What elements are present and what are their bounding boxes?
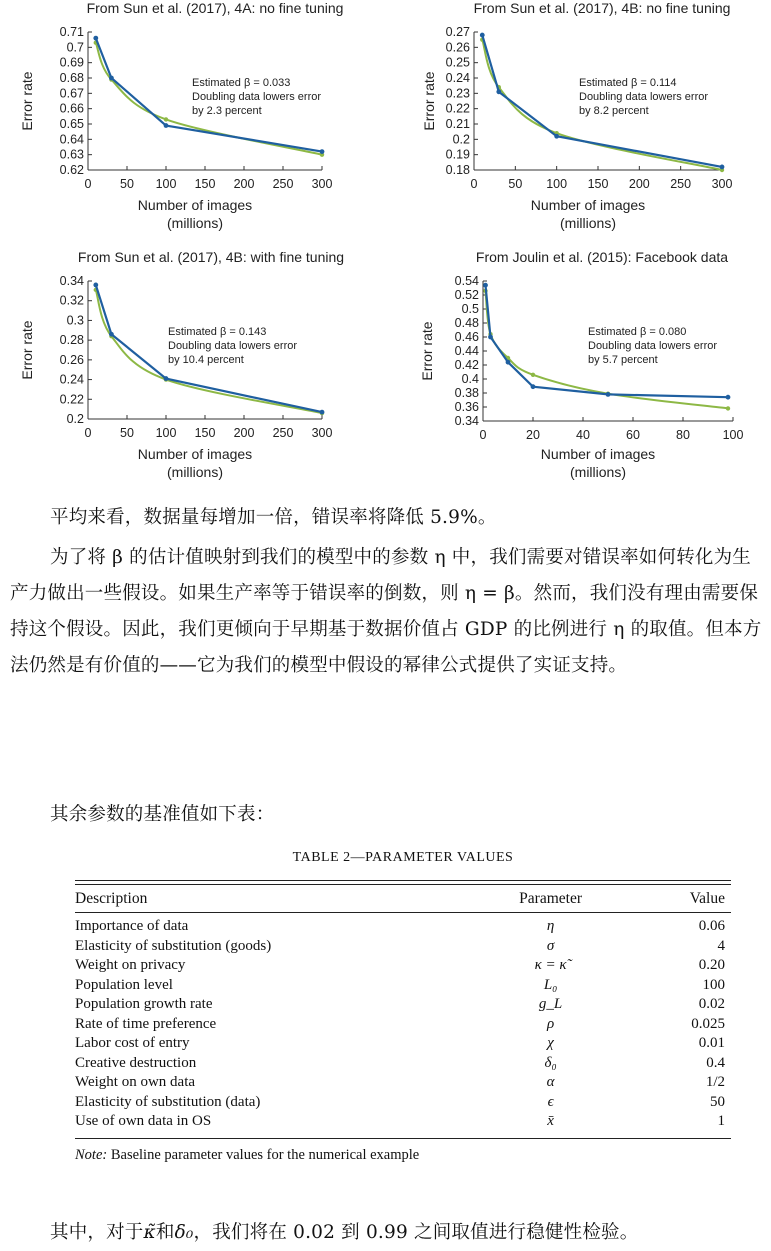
x-axis-unit-label: (millions) [167,215,223,231]
cell-description: Creative destruction [75,1054,197,1071]
estimate-annotation: Doubling data lowers error [579,91,709,103]
data-point [554,134,559,139]
estimate-annotation: Doubling data lowers error [588,340,718,352]
x-tick-label: 0 [84,426,92,440]
chart-svg [386,245,771,490]
y-tick-label: 0.7 [66,40,84,55]
cell-value: 0.01 [698,1035,725,1051]
table-row [75,1015,731,1035]
chart-svg [0,245,385,490]
x-axis-label: Number of images [137,197,253,213]
cell-description: Population level [75,976,173,993]
chart-joulin-facebook [386,245,771,490]
table-row [75,976,731,996]
y-tick-label: 0.32 [59,293,84,308]
y-tick-label: 0.66 [59,101,84,116]
y-tick-label: 0.21 [445,117,470,131]
paragraph-summary: 平均来看，数据量每增加一倍，错误率将降低 5.9%。 [50,507,497,528]
y-tick-label: 0.36 [454,400,479,414]
table-row [75,1054,731,1074]
x-tick-label: 250 [272,426,294,440]
cell-parameter: g_L [538,996,563,1012]
y-tick-label: 0.2 [66,412,84,426]
x-tick-label: 100 [155,177,177,191]
table-title: TABLE 2—PARAMETER VALUES [292,850,514,865]
x-tick-label: 200 [233,177,255,191]
chart-svg [0,0,385,240]
y-tick-label: 0.34 [59,274,84,288]
cell-description: Rate of time preference [75,1015,217,1032]
cell-parameter: L₀ [543,976,558,993]
symbol-delta-zero: δ₀ [174,1222,194,1243]
y-tick-label: 0.69 [59,55,84,70]
cell-value: 4 [717,937,725,954]
x-tick-label: 100 [155,426,177,440]
x-tick-label: 150 [194,177,216,191]
y-tick-label: 0.23 [445,86,470,101]
y-tick-label: 0.54 [454,274,479,288]
cell-parameter: ϵ [547,1093,554,1110]
cell-description: Elasticity of substitution (goods) [75,937,272,954]
x-axis-unit-label: (millions) [570,464,626,480]
cell-value: 1 [633,1112,731,1138]
cell-value: 100 [702,976,725,993]
y-tick-label: 0.3 [66,313,84,328]
y-tick-label: 0.18 [445,163,470,177]
x-tick-label: 40 [576,428,590,442]
data-point [496,89,501,94]
y-tick-label: 0.42 [454,358,479,372]
cell-description: Labor cost of entry [75,1035,190,1051]
data-point [531,384,536,389]
x-axis-unit-label: (millions) [167,464,223,480]
cell-parameter: κ = κ̃ [534,957,567,973]
fit-point [531,373,535,377]
x-tick-label: 100 [546,177,568,191]
estimate-annotation: Estimated β = 0.033 [192,77,291,89]
x-tick-label: 250 [670,177,692,191]
cell-description: Importance of data [75,918,189,934]
chart-sun-4b-no-fine-tuning [386,0,771,240]
x-axis-label: Number of images [540,446,656,462]
data-point [483,283,488,288]
x-axis-unit-label: (millions) [560,215,616,231]
x-tick-label: 50 [120,177,134,191]
note-label: Note: [75,1146,108,1163]
estimate-annotation: Estimated β = 0.143 [168,326,267,338]
table-row [75,1034,731,1054]
cell-parameter: ρ [546,1015,555,1032]
chart-sun-4a [0,0,385,240]
data-point [480,33,485,38]
data-point [109,332,114,337]
cell-description: Weight on own data [75,1074,196,1090]
x-tick-label: 80 [676,428,690,442]
cell-value: 0.025 [691,1015,725,1032]
parameter-values-table [75,885,731,1139]
y-tick-label: 0.68 [59,71,84,85]
y-tick-label: 0.65 [59,117,84,131]
data-point [320,149,325,154]
y-tick-label: 0.19 [445,147,470,162]
y-tick-label: 0.26 [445,40,470,55]
y-axis-label: Error rate [419,321,435,381]
chart-title: From Sun et al. (2017), 4B: with fine tuning [77,249,345,265]
x-tick-label: 0 [470,177,478,191]
x-tick-label: 200 [628,177,650,191]
robustness-prefix: 其中，对于 [50,1222,144,1243]
paragraph-mapping: 为了将 β 的估计值映射到我们的模型中的参数 η 中，我们需要对错误率如何转化为生产力做出一些假设。如果生产率等于错误率的倒数，则 η = β。然而，我们没有理由需要保持这个假设。因此，我们更倾向于早期基于数据价值占 GDP 的比例进行 η 的取值。但本方法仍然是有价值的——它为我们的模型中假设的幂律公式提供了实证支持。 [10,547,762,676]
y-tick-label: 0.38 [454,386,479,400]
x-tick-label: 150 [587,177,609,191]
table-row [75,1112,731,1138]
paragraph-table-intro: 其余参数的基准值如下表： [50,804,275,825]
parameter-table [75,850,731,1164]
table-row [75,995,731,1015]
y-tick-label: 0.71 [59,25,84,39]
y-tick-label: 0.28 [59,333,84,348]
chart-title: From Sun et al. (2017), 4A: no fine tuning [86,0,344,16]
y-tick-label: 0.4 [461,372,479,386]
y-tick-label: 0.67 [59,86,84,101]
cell-description: Weight on privacy [75,957,186,973]
y-tick-label: 0.5 [461,302,479,316]
x-tick-label: 300 [711,177,733,191]
cell-description: Use of own data in OS [75,1112,469,1138]
y-tick-label: 0.25 [445,55,470,70]
fit-point [164,117,168,121]
y-tick-label: 0.2 [452,132,470,147]
header-description: Description [75,885,469,913]
x-axis-label: Number of images [530,197,646,213]
cell-value: 0.02 [698,996,725,1012]
y-tick-label: 0.63 [59,147,84,162]
symbol-kappa-tilde: κ̃ [143,1222,156,1243]
x-tick-label: 0 [479,428,487,442]
x-tick-label: 50 [120,426,134,440]
estimate-annotation: Estimated β = 0.080 [588,326,687,338]
cell-value: 1/2 [705,1074,725,1090]
data-point [109,76,114,81]
chart-title: From Joulin et al. (2015): Facebook data [475,249,729,265]
header-value: Value [633,885,731,913]
estimate-annotation: Doubling data lowers error [192,91,322,103]
chart-sun-4b-with-fine-tuning [0,245,385,490]
y-axis-label: Error rate [421,71,437,131]
table-row [75,913,731,937]
y-tick-label: 0.26 [59,352,84,367]
x-tick-label: 300 [311,426,333,440]
fit-point [726,406,730,410]
robustness-suffix: ，我们将在 0.02 到 0.99 之间取值进行稳健性检验。 [193,1222,639,1243]
cell-value: 0.20 [698,957,725,973]
cell-parameter: α [546,1074,555,1090]
x-tick-label: 20 [526,428,540,442]
robustness-and: 和 [155,1222,175,1243]
data-point [93,283,98,288]
estimate-annotation: by 5.7 percent [588,354,658,366]
chart-svg [386,0,771,240]
data-point [320,410,325,415]
y-axis-label: Error rate [19,320,35,380]
cell-parameter: σ [546,937,555,954]
y-tick-label: 0.34 [454,414,479,428]
data-point [93,36,98,41]
x-tick-label: 0 [84,177,92,191]
x-tick-label: 100 [722,428,744,442]
cell-parameter: η [546,918,555,934]
cell-value: 50 [710,1093,725,1110]
cell-value: 0.06 [698,918,725,934]
y-tick-label: 0.64 [59,132,84,147]
paragraph-robustness [10,1215,762,1251]
x-axis-label: Number of images [137,446,253,462]
cell-description: Population growth rate [75,996,213,1012]
x-tick-label: 150 [194,426,216,440]
cell-parameter: δ₀ [544,1054,557,1071]
estimate-annotation: by 8.2 percent [579,105,649,117]
data-point [606,392,611,397]
estimate-annotation: by 10.4 percent [168,354,244,366]
y-tick-label: 0.24 [59,372,84,387]
y-tick-label: 0.52 [454,288,479,302]
x-tick-label: 200 [233,426,255,440]
x-tick-label: 300 [311,177,333,191]
data-point [164,123,169,128]
y-tick-label: 0.27 [445,25,470,39]
table-row [75,937,731,957]
data-point [726,395,731,400]
data-point [506,360,511,365]
y-tick-label: 0.44 [454,344,479,358]
y-tick-label: 0.22 [59,392,84,407]
y-tick-label: 0.22 [445,101,470,116]
note-text: Baseline parameter values for the numerical example [107,1146,420,1163]
x-tick-label: 60 [626,428,640,442]
y-tick-label: 0.24 [445,71,470,85]
y-tick-label: 0.62 [59,163,84,177]
estimate-annotation: Doubling data lowers error [168,340,298,352]
table-note [75,1147,731,1164]
y-tick-label: 0.46 [454,330,479,344]
estimate-annotation: Estimated β = 0.114 [579,77,677,89]
table-row [75,956,731,976]
x-tick-label: 50 [508,177,523,191]
table-row [75,1073,731,1093]
estimate-annotation: by 2.3 percent [192,105,262,117]
data-point [488,335,493,340]
cell-parameter: x̄ [469,1112,633,1138]
y-axis-label: Error rate [19,71,35,131]
data-point [164,376,169,381]
y-tick-label: 0.48 [454,316,479,330]
header-parameter: Parameter [469,885,633,913]
data-point [720,165,725,170]
cell-parameter: χ [547,1035,554,1051]
cell-value: 0.4 [706,1054,725,1071]
cell-description: Elasticity of substitution (data) [75,1093,261,1110]
x-tick-label: 250 [272,177,294,191]
table-row [75,1093,731,1113]
chart-title: From Sun et al. (2017), 4B: no fine tuning [473,0,731,16]
